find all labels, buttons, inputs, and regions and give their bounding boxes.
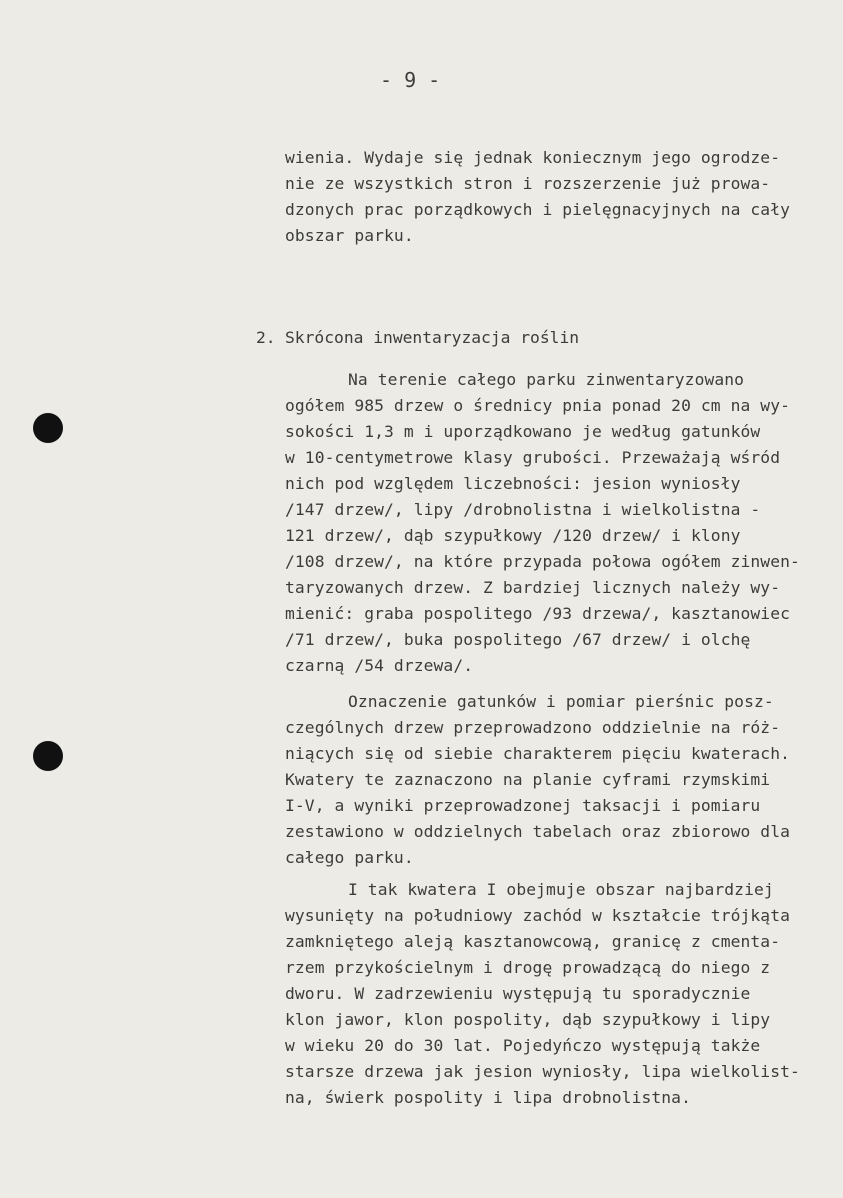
text-line: czarną /54 drzewa/. bbox=[285, 656, 474, 675]
text-line: mienić: graba pospolitego /93 drzewa/, kasztanowiec bbox=[285, 604, 791, 623]
punch-hole-lower bbox=[33, 741, 63, 771]
text-line: rzem przykościelnym i drogę prowadzącą do niego z bbox=[285, 958, 771, 977]
text-line: Kwatery te zaznaczono na planie cyframi rzymskimi bbox=[285, 770, 771, 789]
text-line: starsze drzewa jak jesion wyniosły, lipa wielkolist- bbox=[285, 1062, 800, 1081]
text-line: I tak kwatera I obejmuje obszar najbardziej bbox=[348, 880, 774, 899]
text-line: ogółem 985 drzew o średnicy pnia ponad 20 cm na wy- bbox=[285, 396, 791, 415]
section-title: Skrócona inwentaryzacja roślin bbox=[285, 328, 580, 347]
text-line: dzonych prac porządkowych i pielęgnacyjnych na cały bbox=[285, 200, 791, 219]
text-line: taryzowanych drzew. Z bardziej licznych należy wy- bbox=[285, 578, 781, 597]
text-line: dworu. W zadrzewieniu występują tu sporadycznie bbox=[285, 984, 751, 1003]
section-number: 2. bbox=[256, 328, 276, 347]
text-line: zestawiono w oddzielnych tabelach oraz zbiorowo dla bbox=[285, 822, 791, 841]
text-line: nich pod względem liczebności: jesion wyniosły bbox=[285, 474, 741, 493]
punch-hole-upper bbox=[33, 413, 63, 443]
text-line: sokości 1,3 m i uporządkowano je według gatunków bbox=[285, 422, 761, 441]
text-line: na, świerk pospolity i lipa drobnolistna. bbox=[285, 1088, 691, 1107]
text-line: Oznaczenie gatunków i pomiar pierśnic posz- bbox=[348, 692, 774, 711]
text-line: czególnych drzew przeprowadzono oddzielnie na róż- bbox=[285, 718, 781, 737]
text-line: 121 drzew/, dąb szypułkowy /120 drzew/ i klony bbox=[285, 526, 741, 545]
text-line: klon jawor, klon pospolity, dąb szypułkowy i lipy bbox=[285, 1010, 771, 1029]
text-line: wienia. Wydaje się jednak koniecznym jego ogrodze- bbox=[285, 148, 781, 167]
text-line: I-V, a wyniki przeprowadzonej taksacji i pomiaru bbox=[285, 796, 761, 815]
text-line: Na terenie całego parku zinwentaryzowano bbox=[348, 370, 745, 389]
text-line: w wieku 20 do 30 lat. Pojedyńczo występują także bbox=[285, 1036, 761, 1055]
text-line: obszar parku. bbox=[285, 226, 414, 245]
text-line: niących się od siebie charakterem pięciu kwaterach. bbox=[285, 744, 791, 763]
text-line: całego parku. bbox=[285, 848, 414, 867]
page-number: - 9 - bbox=[380, 68, 441, 92]
text-line: wysunięty na południowy zachód w kształcie trójkąta bbox=[285, 906, 791, 925]
text-line: nie ze wszystkich stron i rozszerzenie już prowa- bbox=[285, 174, 771, 193]
text-line: /108 drzew/, na które przypada połowa ogółem zinwen- bbox=[285, 552, 800, 571]
text-line: w 10-centymetrowe klasy grubości. Przeważają wśród bbox=[285, 448, 781, 467]
text-line: zamkniętego aleją kasztanowcową, granicę z cmenta- bbox=[285, 932, 781, 951]
text-line: /147 drzew/, lipy /drobnolistna i wielkolistna - bbox=[285, 500, 761, 519]
text-line: /71 drzew/, buka pospolitego /67 drzew/ i olchę bbox=[285, 630, 751, 649]
